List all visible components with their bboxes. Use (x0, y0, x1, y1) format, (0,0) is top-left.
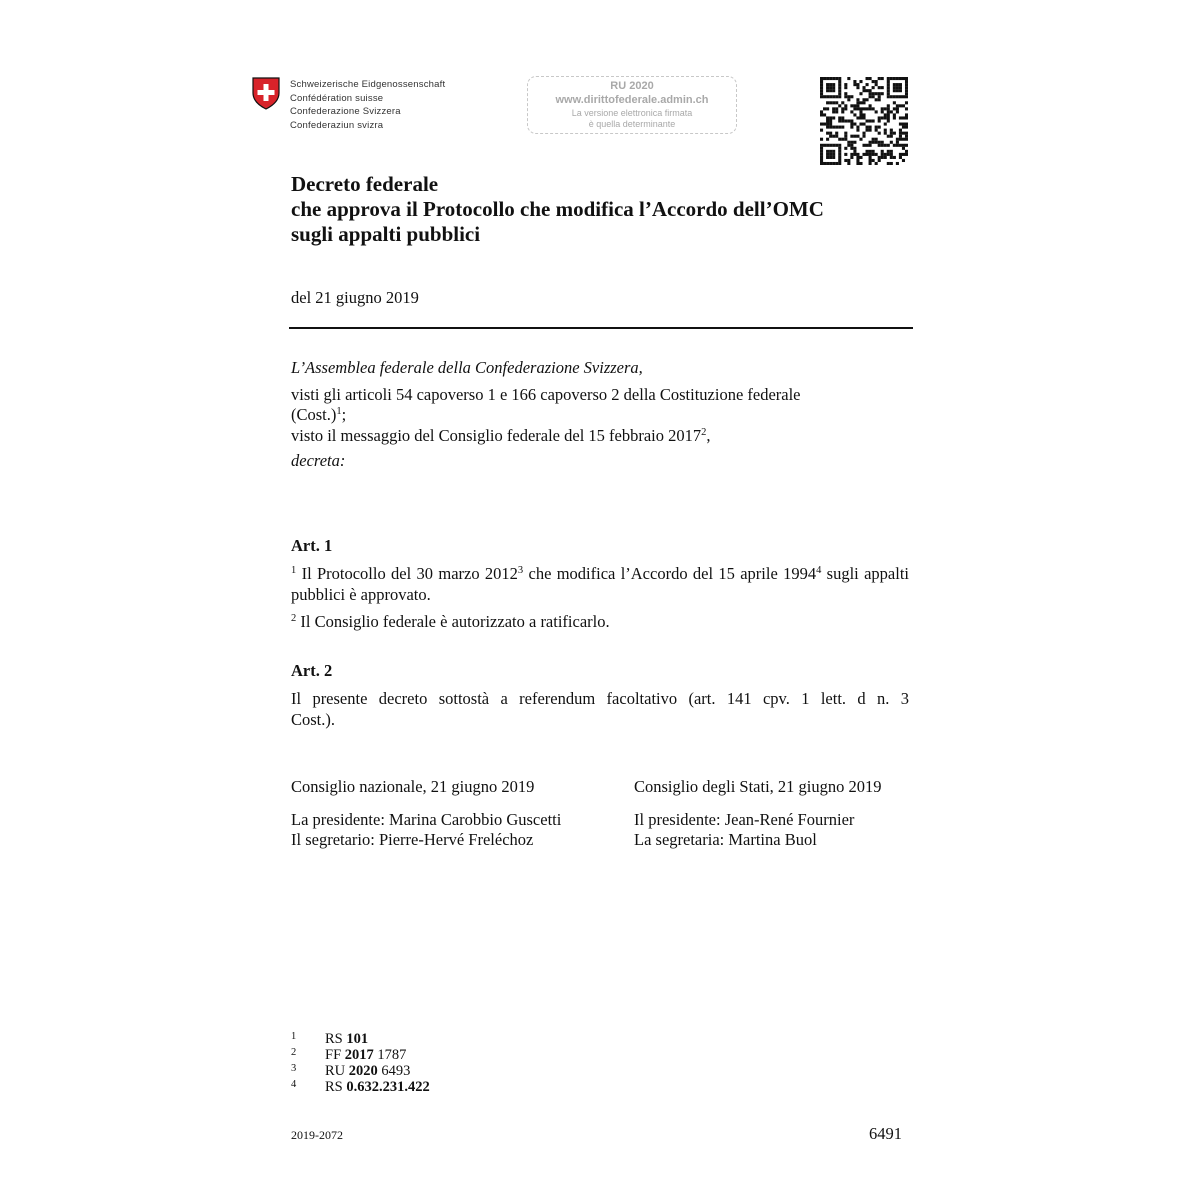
stamp-url: www.dirittofederale.admin.ch (555, 94, 709, 106)
footnote-ref-4[interactable]: 4 (816, 565, 822, 576)
visti-line-2 (291, 405, 911, 426)
footnote-prefix: RS (325, 1031, 347, 1047)
footnote-ref-1[interactable]: 1 (336, 406, 342, 417)
qr-code-icon (820, 77, 908, 165)
paragraph-number: 2 (291, 613, 297, 624)
title-line-2: che approva il Protocollo che modifica l’Accordo dell’OMC (291, 197, 824, 221)
footnote-bold: 2017 (344, 1047, 374, 1063)
federal-name-it: Confederazione Svizzera (290, 106, 401, 117)
assembly-line: L’Assemblea federale della Confederazione Svizzera, (291, 358, 643, 377)
president-line: Il presidente: Jean-René Fournier (634, 809, 855, 829)
federal-name-rm: Confederaziun svizra (290, 119, 384, 131)
document-title (291, 172, 824, 247)
visti-line (291, 385, 911, 406)
signature-block-national-council (291, 777, 621, 851)
visto-line (291, 426, 911, 447)
federal-name-fr: Confédération suisse (290, 92, 384, 104)
paragraph-number: 1 (291, 565, 297, 576)
article-2-paragraph (291, 689, 909, 730)
footnote-bold: 0.632.231.422 (346, 1079, 430, 1095)
footnote-prefix: RU (325, 1063, 349, 1079)
visti-text-1: visti gli articoli 54 capoverso 1 e 166 capoverso 2 della Costituzione federale (291, 384, 801, 404)
page-number: 6491 (869, 1124, 902, 1143)
article-1-paragraph-1 (291, 564, 909, 605)
visti-end: ; (341, 405, 347, 424)
secretary-line: Il segretario: Pierre-Hervé Freléchoz (291, 830, 534, 849)
art1-p2-text: Il Consiglio federale è autorizzato a ratificarlo. (296, 612, 610, 631)
stamp-ru: RU 2020 (610, 80, 654, 92)
visti-text-2: (Cost.) (291, 405, 337, 424)
title-divider (289, 327, 913, 329)
document-code: 2019-2072 (291, 1128, 343, 1142)
president-line: La presidente: Marina Carobbio Guscetti (291, 809, 562, 829)
footnote-prefix: FF (325, 1047, 345, 1063)
footnote-prefix: RS (325, 1079, 347, 1095)
swiss-coat-of-arms-icon (252, 77, 280, 110)
article-2-heading: Art. 2 (291, 661, 333, 680)
title-line-1: Decreto federale (291, 172, 439, 196)
title-line-3: sugli appalti pubblici (291, 222, 481, 246)
stamp-note-2: è quella determinante (588, 119, 676, 129)
footnote-bold: 2020 (348, 1063, 378, 1079)
art2-line-1: Il presente decreto sottostà a referendum facoltativo (art. 141 cpv. 1 lett. d n. 3 (291, 689, 909, 708)
article-1-paragraph-2 (291, 612, 909, 633)
council-name: Consiglio degli Stati, 21 giugno 2019 (634, 777, 882, 796)
footnote-bold: 101 (346, 1031, 369, 1047)
footnote-ref-3[interactable]: 3 (517, 565, 524, 576)
footnote-number: 2 (291, 1047, 297, 1058)
document-date: del 21 giugno 2019 (291, 288, 419, 307)
signature-block-council-of-states (634, 777, 964, 851)
footnote-number: 3 (291, 1063, 297, 1074)
footnote-number: 1 (291, 1031, 297, 1042)
footnote-number: 4 (291, 1079, 297, 1090)
visto-text: visto il messaggio del Consiglio federale del 15 febbraio 2017 (291, 425, 702, 445)
federal-name-de: Schweizerische Eidgenossenschaft (290, 79, 446, 90)
art1-p1-text-a: Il Protocollo del 30 marzo 2012 (296, 564, 518, 583)
art2-line-2: Cost.). (291, 709, 336, 729)
art1-p1-text-c: sugli appalti pubblici è approvato. (291, 564, 909, 604)
art1-p1-text-b: che modifica l’Accordo del 15 aprile 1994 (523, 564, 817, 583)
decreta-line: decreta: (291, 451, 346, 470)
official-publication-stamp (527, 76, 737, 134)
footnote-ref-2[interactable]: 2 (701, 426, 707, 438)
footnote-suffix: 6493 (377, 1063, 411, 1079)
secretary-line: La segretaria: Martina Buol (634, 830, 817, 849)
article-1-heading: Art. 1 (291, 536, 333, 555)
footnotes (291, 1031, 430, 1095)
visto-end: , (706, 425, 711, 445)
council-name: Consiglio nazionale, 21 giugno 2019 (291, 777, 535, 796)
footnote-item (291, 1079, 430, 1095)
stamp-note-1: La versione elettronica firmata (571, 108, 693, 118)
preamble (291, 358, 911, 478)
footnote-suffix: 1787 (373, 1047, 407, 1063)
federal-names (290, 78, 445, 132)
